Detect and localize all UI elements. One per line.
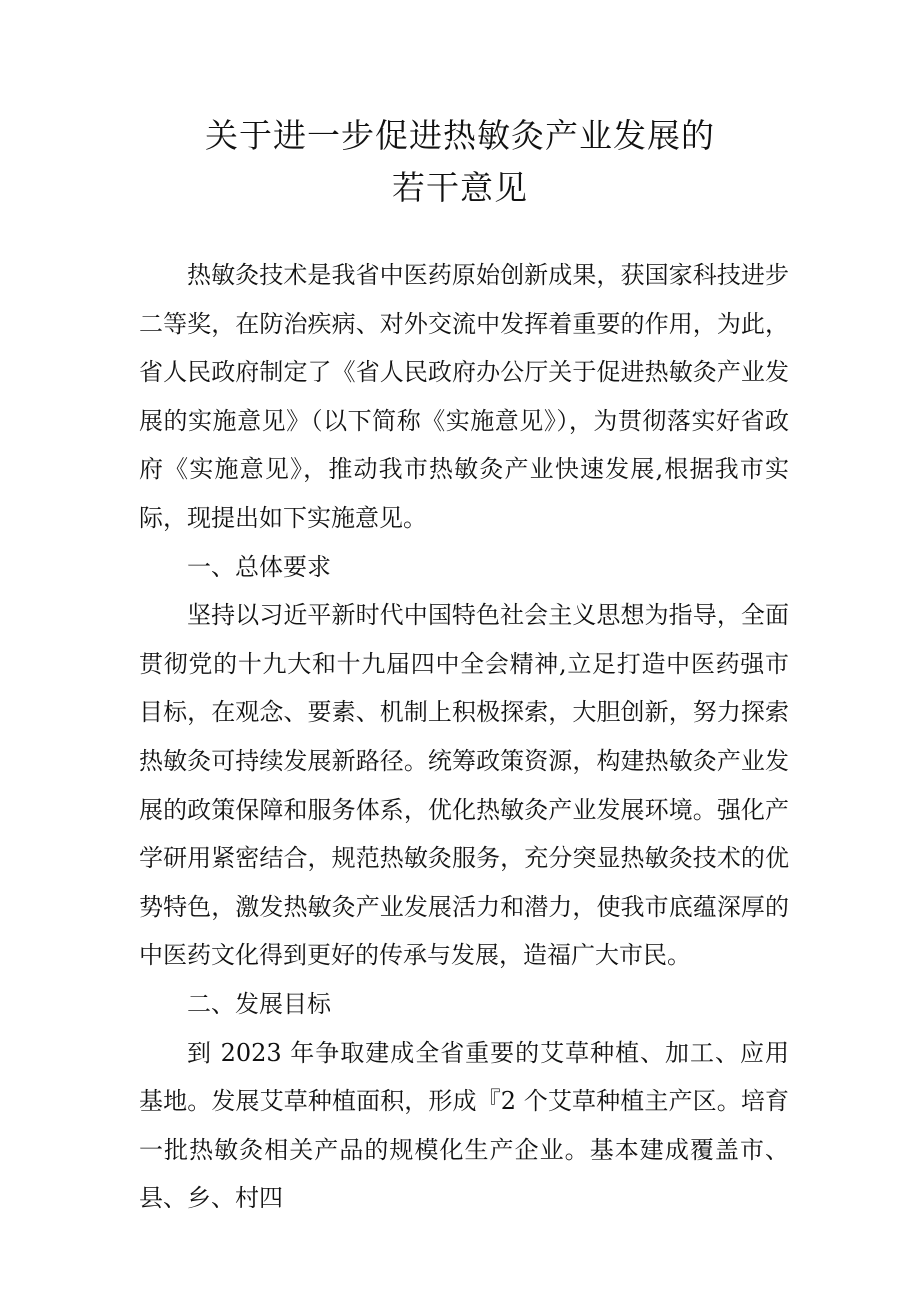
section-heading-overall-requirements: 一、总体要求	[187, 552, 331, 581]
title-line-1: 关于进一步促进热敏灸产业发展的	[205, 116, 715, 155]
intro-paragraph: 热敏灸技术是我省中医药原始创新成果，获国家科技进步二等奖，在防治疾病、对外交流中发挥着重要的作用，为此，省人民政府制定了《省人民政府办公厅关于促进热敏灸产业发展的实施意见》（以下简称《实施意见》），为贯彻落实好省政府《实施意见》，推动我市热敏灸产业快速发展,根据我市实际，现提出如下实施意见。	[139, 261, 789, 532]
document-title	[0, 110, 920, 214]
overall-requirements-paragraph: 坚持以习近平新时代中国特色社会主义思想为指导，全面贯彻党的十九大和十九届四中全会精神,立足打造中医药强市目标，在观念、要素、机制上积极探索，大胆创新，努力探索热敏灸可持续发展新路径。统筹政策资源，构建热敏灸产业发展的政策保障和服务体系，优化热敏灸产业发展环境。强化产学研用紧密结合，规范热敏灸服务，充分突显热敏灸技术的优势特色，激发热敏灸产业发展活力和潜力，使我市底蕴深厚的中医药文化得到更好的传承与发展，造福广大市民。	[139, 601, 789, 970]
section-heading-development-goals: 二、发展目标	[187, 989, 331, 1018]
title-line-2: 若干意见	[392, 168, 528, 207]
development-goals-paragraph: 到 2023 年争取建成全省重要的艾草种植、加工、应用基地。发展艾草种植面积，形成『2 个艾草种植主产区。培育一批热敏灸相关产品的规模化生产企业。基本建成覆盖市、县、乡、村四	[139, 1038, 789, 1213]
document-body	[139, 251, 789, 1223]
